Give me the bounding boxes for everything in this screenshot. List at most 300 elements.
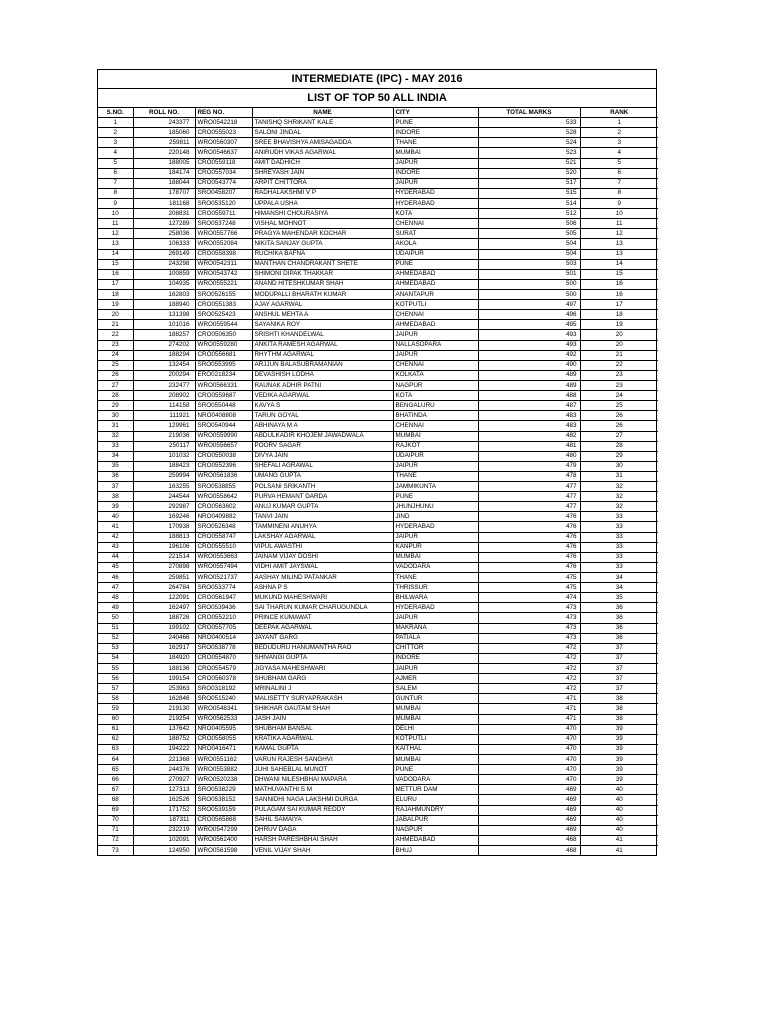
- reg-no-cell: WRO0551162: [195, 755, 252, 765]
- roll-no-cell: 199102: [133, 623, 195, 633]
- total-marks-cell: 476: [478, 522, 580, 532]
- city-cell: AHMEDABAD: [393, 835, 478, 845]
- rank-cell: 31: [580, 471, 658, 481]
- sno-cell: 56: [98, 674, 133, 684]
- reg-no-cell: CRO0558398: [195, 249, 252, 259]
- rank-cell: 39: [580, 765, 658, 775]
- roll-no-cell: 104935: [133, 279, 195, 289]
- name-cell: MRINALINI J: [252, 684, 393, 694]
- total-marks-cell: 489: [478, 380, 580, 390]
- roll-no-cell: 187311: [133, 815, 195, 825]
- roll-no-cell: 188423: [133, 461, 195, 471]
- results-sheet: [97, 69, 657, 856]
- header-sno: S.NO.: [98, 108, 133, 118]
- city-cell: JAIPUR: [393, 664, 478, 674]
- name-cell: MANTHAN CHANDRAKANT SHETE: [252, 259, 393, 269]
- reg-no-cell: WRO0559544: [195, 320, 252, 330]
- roll-no-cell: 243298: [133, 259, 195, 269]
- document-title: INTERMEDIATE (IPC) - MAY 2016: [98, 70, 656, 89]
- city-cell: KOLKATA: [393, 370, 478, 380]
- city-cell: THANE: [393, 573, 478, 583]
- total-marks-cell: 524: [478, 138, 580, 148]
- name-cell: HIMANSHI CHOURASIYA: [252, 209, 393, 219]
- total-marks-cell: 517: [478, 178, 580, 188]
- roll-no-cell: 270898: [133, 562, 195, 572]
- table-row: [98, 704, 658, 714]
- rank-cell: 33: [580, 512, 658, 522]
- sno-cell: 45: [98, 562, 133, 572]
- table-row: [98, 471, 658, 481]
- reg-no-cell: CRO0555510: [195, 542, 252, 552]
- city-cell: CHENNAI: [393, 219, 478, 229]
- total-marks-cell: 471: [478, 714, 580, 724]
- table-row: [98, 522, 658, 532]
- reg-no-cell: WRO0557766: [195, 229, 252, 239]
- reg-no-cell: WRO0562533: [195, 714, 252, 724]
- table-row: [98, 320, 658, 330]
- total-marks-cell: 468: [478, 835, 580, 845]
- city-cell: KOTA: [393, 209, 478, 219]
- rank-cell: 36: [580, 623, 658, 633]
- city-cell: HYDERABAD: [393, 603, 478, 613]
- sno-cell: 19: [98, 300, 133, 310]
- table-row: [98, 785, 658, 795]
- name-cell: SHEFALI AGRAWAL: [252, 461, 393, 471]
- table-row: [98, 694, 658, 704]
- roll-no-cell: 188752: [133, 734, 195, 744]
- rank-cell: 21: [580, 350, 658, 360]
- table-row: [98, 532, 658, 542]
- table-row: [98, 845, 658, 855]
- total-marks-cell: 506: [478, 219, 580, 229]
- name-cell: MALISETTY SURYAPRAKASH: [252, 694, 393, 704]
- total-marks-cell: 503: [478, 259, 580, 269]
- table-row: [98, 643, 658, 653]
- reg-no-cell: WRO0566331: [195, 380, 252, 390]
- rank-cell: 36: [580, 633, 658, 643]
- reg-no-cell: SRO0526348: [195, 522, 252, 532]
- name-cell: VENIL VIJAY SHAH: [252, 845, 393, 855]
- name-cell: VIDHI AMIT JAYSWAL: [252, 562, 393, 572]
- sno-cell: 4: [98, 148, 133, 158]
- city-cell: MUMBAI: [393, 714, 478, 724]
- roll-no-cell: 270927: [133, 775, 195, 785]
- name-cell: PRAGYA MAHENDAR KOCHAR: [252, 229, 393, 239]
- roll-no-cell: 114158: [133, 401, 195, 411]
- roll-no-cell: 219254: [133, 714, 195, 724]
- city-cell: PUNE: [393, 259, 478, 269]
- table-row: [98, 391, 658, 401]
- total-marks-cell: 483: [478, 411, 580, 421]
- name-cell: ANUJ KUMAR GUPTA: [252, 502, 393, 512]
- roll-no-cell: 171752: [133, 805, 195, 815]
- reg-no-cell: SRO0318192: [195, 684, 252, 694]
- reg-no-cell: NRO0408808: [195, 411, 252, 421]
- table-row: [98, 835, 658, 845]
- name-cell: VIPUL AWASTHI: [252, 542, 393, 552]
- reg-no-cell: WRO0559280: [195, 340, 252, 350]
- rank-cell: 18: [580, 310, 658, 320]
- total-marks-cell: 472: [478, 664, 580, 674]
- sno-cell: 23: [98, 340, 133, 350]
- rank-cell: 9: [580, 198, 658, 208]
- roll-no-cell: 101032: [133, 451, 195, 461]
- header-roll-no: ROLL NO.: [133, 108, 195, 118]
- sno-cell: 30: [98, 411, 133, 421]
- city-cell: RAJAHMUNDRY: [393, 805, 478, 815]
- rank-cell: 39: [580, 724, 658, 734]
- name-cell: SANNIDHI NAGA LAKSHMI DURGA: [252, 795, 393, 805]
- document-subtitle: LIST OF TOP 50 ALL INDIA: [98, 89, 656, 108]
- total-marks-cell: 482: [478, 431, 580, 441]
- reg-no-cell: SRO0539436: [195, 603, 252, 613]
- sno-cell: 41: [98, 522, 133, 532]
- name-cell: RHYTHM AGARWAL: [252, 350, 393, 360]
- table-row: [98, 158, 658, 168]
- reg-no-cell: WRO0562400: [195, 835, 252, 845]
- reg-no-cell: CRO0559687: [195, 391, 252, 401]
- rank-cell: 41: [580, 835, 658, 845]
- sno-cell: 48: [98, 593, 133, 603]
- table-row: [98, 562, 658, 572]
- name-cell: ARPIT CHITTORA: [252, 178, 393, 188]
- sno-cell: 24: [98, 350, 133, 360]
- reg-no-cell: CRO0556681: [195, 350, 252, 360]
- total-marks-cell: 473: [478, 623, 580, 633]
- table-row: [98, 138, 658, 148]
- reg-no-cell: CRO0565868: [195, 815, 252, 825]
- roll-no-cell: 137642: [133, 724, 195, 734]
- reg-no-cell: WRO0546637: [195, 148, 252, 158]
- total-marks-cell: 528: [478, 128, 580, 138]
- sno-cell: 3: [98, 138, 133, 148]
- city-cell: BHATINDA: [393, 411, 478, 421]
- table-row: [98, 188, 658, 198]
- name-cell: SALONI JINDAL: [252, 128, 393, 138]
- roll-no-cell: 188726: [133, 613, 195, 623]
- table-row: [98, 603, 658, 613]
- city-cell: JABALPUR: [393, 815, 478, 825]
- city-cell: BENGALURU: [393, 401, 478, 411]
- roll-no-cell: 264784: [133, 583, 195, 593]
- roll-no-cell: 220148: [133, 148, 195, 158]
- roll-no-cell: 188813: [133, 532, 195, 542]
- city-cell: MUMBAI: [393, 431, 478, 441]
- rank-cell: 36: [580, 613, 658, 623]
- city-cell: JHUNJHUNU: [393, 502, 478, 512]
- reg-no-cell: WRO0555221: [195, 279, 252, 289]
- rank-cell: 32: [580, 492, 658, 502]
- roll-no-cell: 244376: [133, 765, 195, 775]
- total-marks-cell: 512: [478, 209, 580, 219]
- name-cell: JASH JAIN: [252, 714, 393, 724]
- rank-cell: 41: [615, 846, 623, 854]
- rank-cell: 8: [580, 188, 658, 198]
- name-cell: DEEPAK AGARWAL: [252, 623, 393, 633]
- name-cell: DHWANI NILESHBHAI MAPARA: [252, 775, 393, 785]
- city-cell: SALEM: [393, 684, 478, 694]
- rank-cell: 32: [580, 482, 658, 492]
- sno-cell: 68: [98, 795, 133, 805]
- sno-cell: 60: [98, 714, 133, 724]
- rank-cell: 29: [580, 451, 658, 461]
- rank-cell: 4: [580, 148, 658, 158]
- reg-no-cell: CRO0554870: [195, 653, 252, 663]
- reg-no-cell: WRO0556657: [195, 441, 252, 451]
- sno-cell: 5: [98, 158, 133, 168]
- sno-cell: 7: [98, 178, 133, 188]
- name-cell: UPPALA USHA: [252, 198, 393, 208]
- total-marks-cell: 477: [478, 502, 580, 512]
- rank-cell: 1: [580, 118, 658, 128]
- table-row: [98, 178, 658, 188]
- total-marks-cell: 520: [478, 168, 580, 178]
- name-cell: SHUBHAM GARG: [252, 674, 393, 684]
- table-row: [98, 360, 658, 370]
- city-cell: INDORE: [393, 168, 478, 178]
- total-marks-cell: 480: [478, 451, 580, 461]
- reg-no-cell: SRO0538152: [195, 795, 252, 805]
- rank-cell: 35: [580, 593, 658, 603]
- rank-cell: 19: [580, 320, 658, 330]
- total-marks-cell: 476: [478, 532, 580, 542]
- total-marks-cell: 473: [478, 613, 580, 623]
- roll-no-cell: 106333: [133, 239, 195, 249]
- roll-no-cell: 129961: [133, 421, 195, 431]
- city-cell: INDORE: [393, 653, 478, 663]
- sno-cell: 22: [98, 330, 133, 340]
- total-marks-cell: 470: [478, 755, 580, 765]
- sno-cell: 53: [98, 643, 133, 653]
- roll-no-cell: 188136: [133, 664, 195, 674]
- table-row: [98, 593, 658, 603]
- total-marks-cell: 497: [478, 300, 580, 310]
- city-cell: METTUR DAM: [393, 785, 478, 795]
- sno-cell: 26: [98, 370, 133, 380]
- city-cell: NAGPUR: [393, 825, 478, 835]
- reg-no-cell: CRO0561947: [195, 593, 252, 603]
- sno-cell: 37: [98, 482, 133, 492]
- sno-cell: 49: [98, 603, 133, 613]
- roll-no-cell: 169246: [133, 512, 195, 522]
- rank-cell: 10: [580, 209, 658, 219]
- table-row: [98, 380, 658, 390]
- reg-no-cell: WRO0560307: [195, 138, 252, 148]
- rank-cell: 40: [580, 815, 658, 825]
- total-marks-cell: 493: [478, 340, 580, 350]
- sno-cell: 57: [98, 684, 133, 694]
- rank-cell: 16: [580, 279, 658, 289]
- reg-no-cell: WRO0548341: [195, 704, 252, 714]
- reg-no-cell: SRO0538229: [195, 785, 252, 795]
- name-cell: NIKITA SANJAY GUPTA: [252, 239, 393, 249]
- name-cell: KAVYA S: [252, 401, 393, 411]
- name-cell: KAMAL GUPTA: [252, 744, 393, 754]
- roll-no-cell: 274202: [133, 340, 195, 350]
- table-row: [98, 714, 658, 724]
- total-marks-cell: 476: [478, 562, 580, 572]
- rank-cell: 37: [580, 684, 658, 694]
- table-row: [98, 431, 658, 441]
- city-cell: UDAIPUR: [393, 451, 478, 461]
- name-cell: SRISHTI KHANDELWAL: [252, 330, 393, 340]
- results-table: [98, 108, 658, 855]
- reg-no-cell: CRO0558747: [195, 532, 252, 542]
- roll-no-cell: 269149: [133, 249, 195, 259]
- name-cell: ANAND HITESHKUMAR SHAH: [252, 279, 393, 289]
- city-cell: THRISSUR: [393, 583, 478, 593]
- name-cell: PULAGAM SAI KUMAR REDDY: [252, 805, 393, 815]
- total-marks-cell: 495: [478, 320, 580, 330]
- name-cell: SHREYASH JAIN: [252, 168, 393, 178]
- table-row: [98, 370, 658, 380]
- rank-cell: 24: [580, 391, 658, 401]
- roll-no-cell: 127289: [133, 219, 195, 229]
- roll-no-cell: 162917: [133, 643, 195, 653]
- roll-no-cell: 131398: [133, 310, 195, 320]
- city-cell: KOTA: [393, 391, 478, 401]
- name-cell: DHRUV DAGA: [252, 825, 393, 835]
- city-cell: THANE: [393, 471, 478, 481]
- sno-cell: 63: [98, 744, 133, 754]
- name-cell: JAYANT GARG: [252, 633, 393, 643]
- sno-cell: 31: [98, 421, 133, 431]
- sno-cell: 39: [98, 502, 133, 512]
- rank-cell: 12: [580, 229, 658, 239]
- sno-cell: 9: [98, 198, 133, 208]
- name-cell: HARSH PARESHBHAI SHAH: [252, 835, 393, 845]
- rank-cell: 33: [580, 552, 658, 562]
- roll-no-cell: 162526: [133, 795, 195, 805]
- sno-cell: 36: [98, 471, 133, 481]
- roll-no-cell: 259851: [133, 573, 195, 583]
- name-cell: DEVASHISH LODHA: [252, 370, 393, 380]
- sno-cell: 52: [98, 633, 133, 643]
- name-cell: SAI THARUN KUMAR CHARUGUNDLA: [252, 603, 393, 613]
- roll-no-cell: 243377: [133, 118, 195, 128]
- roll-no-cell: 232219: [133, 825, 195, 835]
- name-cell: TANISHQ SHRIKANT KALE: [252, 118, 393, 128]
- reg-no-cell: SRO0535120: [195, 198, 252, 208]
- sno-cell: 73: [98, 845, 133, 855]
- roll-no-cell: 219130: [133, 704, 195, 714]
- roll-no-cell: 184920: [133, 653, 195, 663]
- name-cell: JAINAM VIJAY DOSHI: [252, 552, 393, 562]
- table-row: [98, 724, 658, 734]
- name-cell: VEDIKA AGARWAL: [252, 391, 393, 401]
- sno-cell: 71: [98, 825, 133, 835]
- total-marks-cell: 477: [478, 482, 580, 492]
- sno-cell: 66: [98, 775, 133, 785]
- table-row: [98, 279, 658, 289]
- reg-no-cell: CRO0555023: [195, 128, 252, 138]
- city-cell: CHENNAI: [393, 421, 478, 431]
- total-marks-cell: 500: [478, 289, 580, 299]
- rank-cell: 26: [580, 421, 658, 431]
- roll-no-cell: 162846: [133, 694, 195, 704]
- total-marks-cell: 474: [478, 593, 580, 603]
- city-cell: AKOLA: [393, 239, 478, 249]
- name-cell: ARJJUN BALASUBRAMANIAN: [252, 360, 393, 370]
- reg-no-cell: CRO0543774: [195, 178, 252, 188]
- rank-cell: 39: [580, 744, 658, 754]
- city-cell: JIND: [393, 512, 478, 522]
- city-cell: JAIPUR: [393, 613, 478, 623]
- table-row: [98, 340, 658, 350]
- total-marks-cell: 514: [478, 198, 580, 208]
- table-row: [98, 583, 658, 593]
- table-row: [98, 289, 658, 299]
- rank-cell: 20: [580, 330, 658, 340]
- sno-cell: 50: [98, 613, 133, 623]
- rank-cell: 39: [580, 734, 658, 744]
- sno-cell: 67: [98, 785, 133, 795]
- rank-cell: 13: [580, 239, 658, 249]
- table-row: [98, 805, 658, 815]
- city-cell: CHENNAI: [393, 360, 478, 370]
- total-marks-cell: 478: [478, 471, 580, 481]
- reg-no-cell: SRO0550448: [195, 401, 252, 411]
- rank-cell: 25: [580, 401, 658, 411]
- reg-no-cell: WRO0543742: [195, 269, 252, 279]
- total-marks-cell: 492: [478, 350, 580, 360]
- total-marks-cell: 473: [478, 633, 580, 643]
- total-marks-cell: 490: [478, 360, 580, 370]
- roll-no-cell: 181168: [133, 198, 195, 208]
- roll-no-cell: 111921: [133, 411, 195, 421]
- reg-no-cell: CRO0551383: [195, 300, 252, 310]
- name-cell: KRATIKA AGARWAL: [252, 734, 393, 744]
- total-marks-cell: 470: [478, 775, 580, 785]
- roll-no-cell: 200294: [133, 370, 195, 380]
- reg-no-cell: WRO0552084: [195, 239, 252, 249]
- roll-no-cell: 163255: [133, 482, 195, 492]
- name-cell: RAUNAK ADHIR PATNI: [252, 380, 393, 390]
- total-marks-cell: 493: [478, 330, 580, 340]
- city-cell: THANE: [393, 138, 478, 148]
- sno-cell: 20: [98, 310, 133, 320]
- rank-cell: 23: [580, 370, 658, 380]
- reg-no-cell: CRO0557705: [195, 623, 252, 633]
- roll-no-cell: 240466: [133, 633, 195, 643]
- sno-cell: 46: [98, 573, 133, 583]
- total-marks-cell: 471: [478, 694, 580, 704]
- reg-no-cell: NRO0409882: [195, 512, 252, 522]
- reg-no-cell: SRO0538778: [195, 643, 252, 653]
- total-marks-cell: 496: [478, 310, 580, 320]
- city-cell: GUNTUR: [393, 694, 478, 704]
- total-marks-cell: 470: [478, 734, 580, 744]
- rank-cell: 5: [580, 158, 658, 168]
- sno-cell: 65: [98, 765, 133, 775]
- total-marks-cell: 475: [478, 573, 580, 583]
- total-marks-cell: 500: [478, 279, 580, 289]
- city-cell: KOTPUTLI: [393, 300, 478, 310]
- roll-no-cell: 208831: [133, 209, 195, 219]
- sno-cell: 33: [98, 441, 133, 451]
- name-cell: SHIKHAR GAUTAM SHAH: [252, 704, 393, 714]
- total-marks-cell: 515: [478, 188, 580, 198]
- city-cell: AHMEDABAD: [393, 320, 478, 330]
- name-cell: MUKUND MAHESHWARI: [252, 593, 393, 603]
- roll-no-cell: 259811: [133, 138, 195, 148]
- roll-no-cell: 219036: [133, 431, 195, 441]
- city-cell: JAIPUR: [393, 330, 478, 340]
- total-marks-cell: 523: [478, 148, 580, 158]
- table-row: [98, 350, 658, 360]
- city-cell: JAIPUR: [393, 350, 478, 360]
- city-cell: ELURU: [393, 795, 478, 805]
